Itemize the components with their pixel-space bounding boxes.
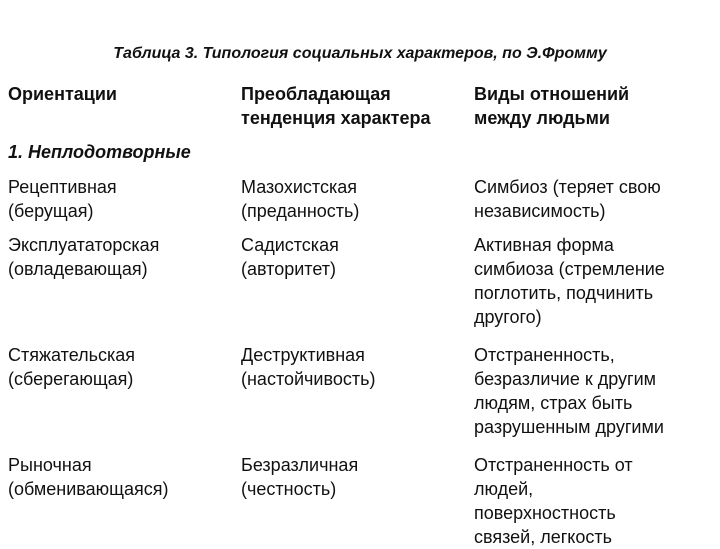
row-1-relations: Симбиоз (теряет свою независимость): [474, 177, 661, 221]
header-relations: Виды отношений между людьми: [474, 84, 630, 128]
row-3-relations: Отстраненность, безразличие к другим людям, страх быть разрушенным другими: [474, 345, 664, 437]
row-4-relations: Отстраненность от людей, поверхностность связей, легкость: [474, 455, 633, 547]
row-2-orientation: Эксплуататорская (овладевающая): [8, 235, 160, 279]
header-orientation: Ориентации: [8, 84, 117, 104]
row-3-orientation: Стяжательская (сберегающая): [8, 345, 136, 389]
row-2-tendency: Садистская (авторитет): [241, 235, 339, 279]
row-1-tendency: Мазохистская (преданность): [241, 177, 360, 221]
table-caption: Таблица 3. Типология социальных характеров, по Э.Фромму: [113, 45, 607, 62]
header-tendency: Преобладающая тенденция характера: [241, 84, 431, 128]
row-2-relations: Активная форма симбиоза (стремление поглотить, подчинить другого): [474, 235, 665, 327]
row-4-tendency: Безразличная (честность): [241, 455, 359, 499]
row-4-orientation: Рыночная (обменивающаяся): [8, 455, 169, 499]
row-3-tendency: Деструктивная (настойчивость): [241, 345, 376, 389]
row-1-orientation: Рецептивная (берущая): [8, 177, 117, 221]
section-title: 1. Неплодотворные: [8, 142, 191, 162]
